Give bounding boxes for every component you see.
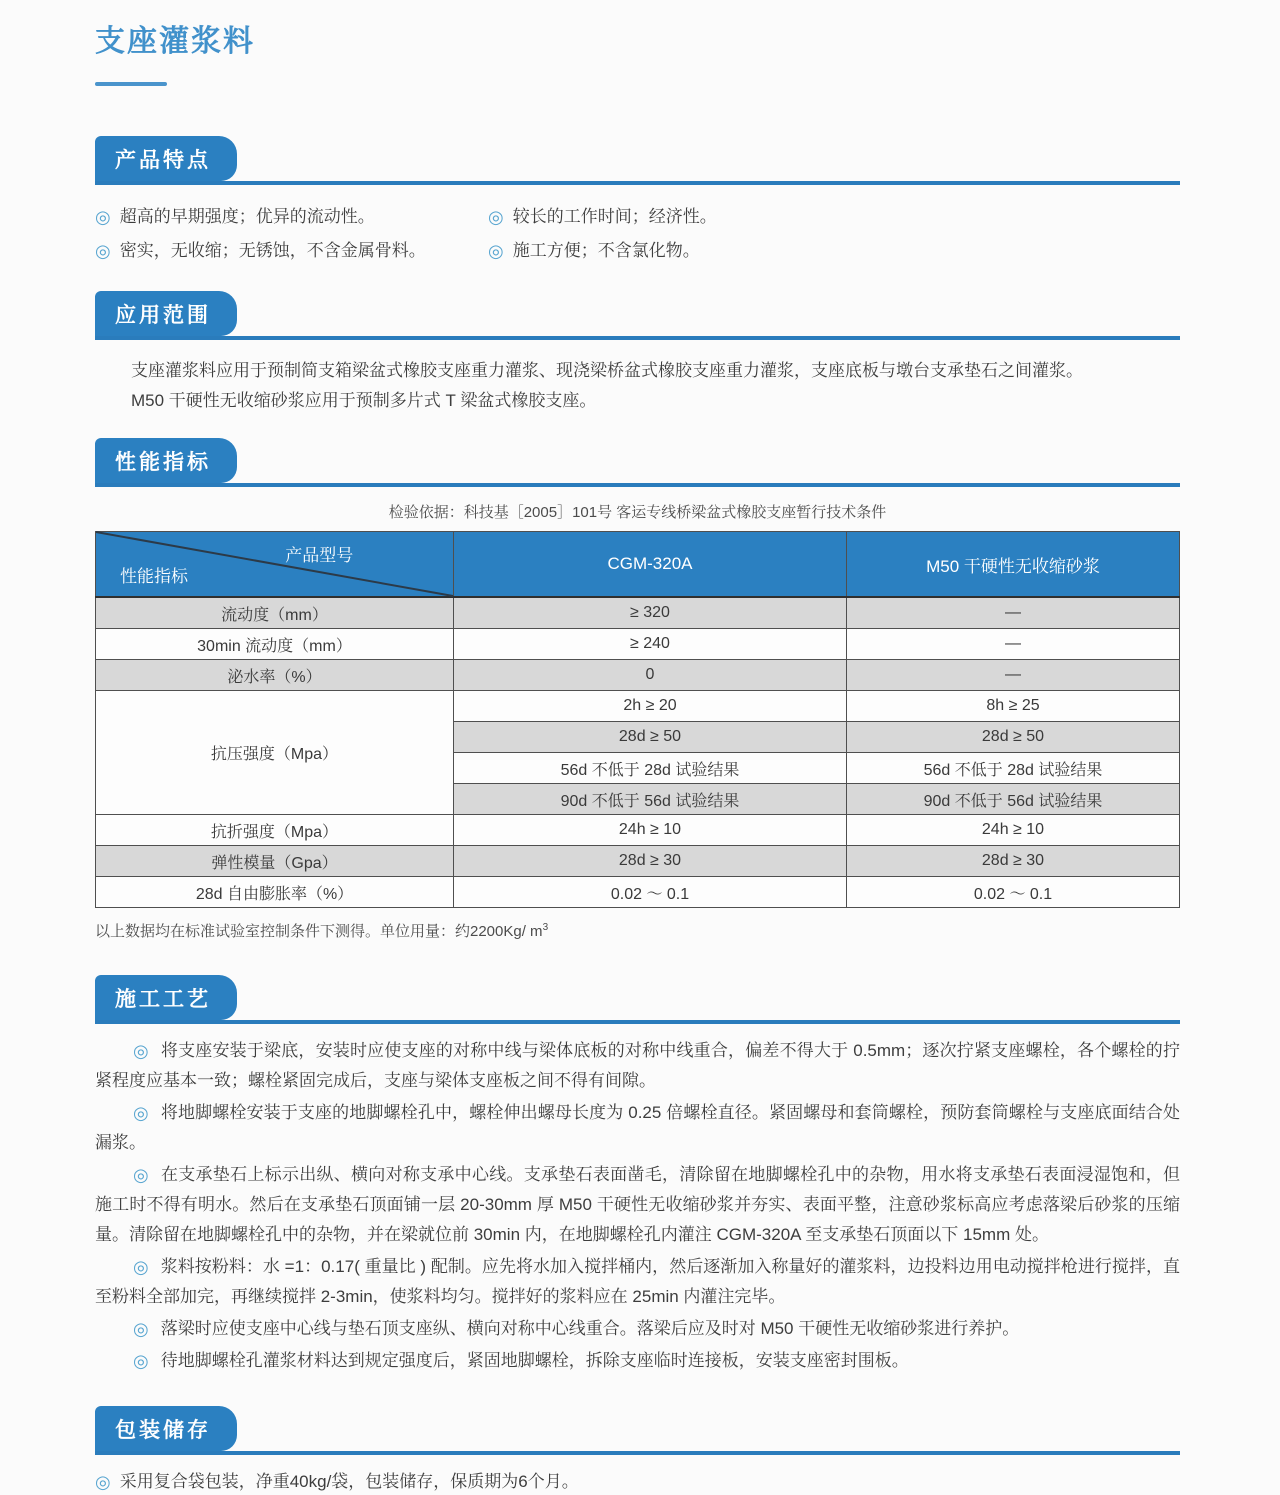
section-badge-construction: 施工工艺 bbox=[95, 975, 237, 1020]
table-footnote bbox=[95, 920, 1180, 941]
ring-bullet-icon: ◎ bbox=[488, 207, 504, 227]
ring-bullet-icon: ◎ bbox=[95, 241, 111, 261]
ring-bullet-icon: ◎ bbox=[488, 241, 504, 261]
ring-bullet-icon: ◎ bbox=[95, 207, 111, 227]
section-header-performance bbox=[95, 438, 1180, 487]
row-label: 抗折强度（Mpa） bbox=[96, 815, 454, 846]
cell-value: ≥ 320 bbox=[454, 597, 847, 629]
cell-value: 90d 不低于 56d 试验结果 bbox=[454, 784, 847, 815]
table-row bbox=[96, 629, 1180, 660]
cell-value: 56d 不低于 28d 试验结果 bbox=[847, 753, 1180, 784]
step-text: 将支座安装于梁底，安装时应使支座的对称中线与梁体底板的对称中线重合，偏差不得大于 0.5mm；逐次拧紧支座螺栓，各个螺栓的拧紧程度应基本一致；螺栓紧固完成后，支座与梁体支座板之间不得有间隙。 bbox=[95, 1041, 1180, 1090]
feature-text: 超高的早期强度；优异的流动性。 bbox=[119, 207, 375, 226]
section-badge-features: 产品特点 bbox=[95, 136, 237, 181]
cell-value: ≥ 240 bbox=[454, 629, 847, 660]
row-label: 28d 自由膨胀率（%） bbox=[96, 877, 454, 908]
page-title: 支座灌浆料 bbox=[95, 25, 255, 58]
step-text: 落梁时应使支座中心线与垫石顶支座纵、横向对称中心线重合。落梁后应及时对 M50 干硬性无收缩砂浆进行养护。 bbox=[160, 1319, 1020, 1338]
cell-value: 24h ≥ 10 bbox=[454, 815, 847, 846]
cell-value: 8h ≥ 25 bbox=[847, 691, 1180, 722]
section-header-features bbox=[95, 136, 1180, 185]
cell-value: — bbox=[847, 629, 1180, 660]
cell-value: 28d ≥ 50 bbox=[847, 722, 1180, 753]
list-item bbox=[95, 205, 488, 229]
list-item bbox=[95, 1160, 1180, 1250]
application-paragraphs bbox=[131, 356, 1180, 416]
cell-value: 28d ≥ 50 bbox=[454, 722, 847, 753]
table-row bbox=[96, 691, 1180, 722]
diagonal-corner-cell bbox=[96, 532, 454, 598]
ring-bullet-icon: ◎ bbox=[133, 1351, 149, 1371]
title-underline bbox=[95, 82, 167, 86]
ring-bullet-icon: ◎ bbox=[133, 1257, 149, 1277]
step-text: 将地脚螺栓安装于支座的地脚螺栓孔中，螺栓伸出螺母长度为 0.25 倍螺栓直径。紧固螺母和套筒螺栓，预防套筒螺栓与支座底面结合处漏浆。 bbox=[95, 1103, 1180, 1152]
table-header-row bbox=[96, 532, 1180, 598]
ring-bullet-icon: ◎ bbox=[133, 1165, 149, 1185]
cell-value: 0.02 ～ 0.1 bbox=[454, 877, 847, 908]
feature-text: 较长的工作时间；经济性。 bbox=[512, 207, 717, 226]
cell-value: 28d ≥ 30 bbox=[454, 846, 847, 877]
construction-steps bbox=[95, 1036, 1180, 1376]
column-header-m50: M50 干硬性无收缩砂浆 bbox=[847, 532, 1180, 598]
inspection-basis-note: 检验依据：科技基［2005］101号 客运专线桥梁盆式橡胶支座暂行技术条件 bbox=[388, 504, 887, 521]
row-label: 泌水率（%） bbox=[96, 660, 454, 691]
step-text: 待地脚螺栓孔灌浆材料达到规定强度后，紧固地脚螺栓，拆除支座临时连接板，安装支座密封围板。 bbox=[160, 1351, 909, 1370]
list-item bbox=[488, 239, 1180, 263]
corner-label-product-model: 产品型号 bbox=[285, 546, 354, 565]
row-label: 流动度（mm） bbox=[96, 597, 454, 629]
cell-value: 90d 不低于 56d 试验结果 bbox=[847, 784, 1180, 815]
list-item bbox=[95, 1098, 1180, 1158]
table-row bbox=[96, 597, 1180, 629]
cell-value: 56d 不低于 28d 试验结果 bbox=[454, 753, 847, 784]
cell-value: 0 bbox=[454, 660, 847, 691]
section-header-application bbox=[95, 291, 1180, 340]
row-label-compressive-strength: 抗压强度（Mpa） bbox=[96, 691, 454, 815]
section-badge-performance: 性能指标 bbox=[95, 438, 237, 483]
list-item bbox=[95, 1252, 1180, 1312]
cell-value: 0.02 ～ 0.1 bbox=[847, 877, 1180, 908]
column-header-cgm320a: CGM-320A bbox=[454, 532, 847, 598]
feature-text: 施工方便；不含氯化物。 bbox=[512, 241, 700, 260]
features-list bbox=[95, 205, 1180, 263]
cell-value: 24h ≥ 10 bbox=[847, 815, 1180, 846]
cell-value: 2h ≥ 20 bbox=[454, 691, 847, 722]
cell-value: — bbox=[847, 660, 1180, 691]
list-item bbox=[95, 1314, 1180, 1344]
feature-text: 密实，无收缩；无锈蚀，不含金属骨料。 bbox=[119, 241, 426, 260]
ring-bullet-icon: ◎ bbox=[133, 1319, 149, 1339]
cell-value: 28d ≥ 30 bbox=[847, 846, 1180, 877]
section-header-packaging bbox=[95, 1406, 1180, 1455]
packaging-text: 采用复合袋包装，净重40kg/袋，包装储存，保质期为6个月。 bbox=[119, 1472, 579, 1491]
cell-value: — bbox=[847, 597, 1180, 629]
table-row bbox=[96, 877, 1180, 908]
row-label: 30min 流动度（mm） bbox=[96, 629, 454, 660]
table-row bbox=[96, 815, 1180, 846]
ring-bullet-icon: ◎ bbox=[133, 1041, 149, 1061]
section-badge-packaging: 包装储存 bbox=[95, 1406, 237, 1451]
packaging-info bbox=[95, 1469, 1180, 1495]
section-badge-application: 应用范围 bbox=[95, 291, 237, 336]
table-row bbox=[96, 660, 1180, 691]
paragraph: M50 干硬性无收缩砂浆应用于预制多片式 T 梁盆式橡胶支座。 bbox=[131, 391, 597, 410]
footnote-superscript: 3 bbox=[542, 922, 549, 933]
section-header-construction bbox=[95, 975, 1180, 1024]
ring-bullet-icon: ◎ bbox=[95, 1472, 111, 1492]
list-item bbox=[95, 1346, 1180, 1376]
table-row bbox=[96, 846, 1180, 877]
footnote-text: 以上数据均在标准试验室控制条件下测得。单位用量：约2200Kg/ m bbox=[95, 923, 543, 940]
step-text: 浆料按粉料：水 =1：0.17( 重量比 ) 配制。应先将水加入搅拌桶内，然后逐渐加入称量好的灌浆料，边投料边用电动搅拌枪进行搅拌，直至粉料全部加完，再继续搅拌 2-3min，使浆料均匀。搅拌好的浆料应在 25min 内灌注完毕。 bbox=[95, 1257, 1180, 1306]
step-text: 在支承垫石上标示出纵、横向对称支承中心线。支承垫石表面凿毛，清除留在地脚螺栓孔中的杂物，用水将支承垫石表面浸湿饱和，但施工时不得有明水。然后在支承垫石顶面铺一层 20-30mm 厚 M50 干硬性无收缩砂浆并夯实、表面平整，注意砂浆标高应考虑落梁后砂浆的压缩量。清除留在地脚螺栓孔中的杂物，并在梁就位前 30min 内，在地脚螺栓孔内灌注 CGM-320A 至支承垫石顶面以下 15mm 处。 bbox=[95, 1165, 1180, 1244]
list-item bbox=[95, 239, 488, 263]
row-label: 弹性模量（Gpa） bbox=[96, 846, 454, 877]
list-item bbox=[95, 1036, 1180, 1096]
list-item bbox=[488, 205, 1180, 229]
paragraph: 支座灌浆料应用于预制简支箱梁盆式橡胶支座重力灌浆、现浇梁桥盆式橡胶支座重力灌浆，支座底板与墩台支承垫石之间灌浆。 bbox=[131, 361, 1083, 380]
list-item bbox=[95, 1469, 1180, 1495]
performance-table bbox=[95, 531, 1180, 908]
ring-bullet-icon: ◎ bbox=[133, 1103, 149, 1123]
corner-label-performance-index: 性能指标 bbox=[120, 567, 188, 586]
